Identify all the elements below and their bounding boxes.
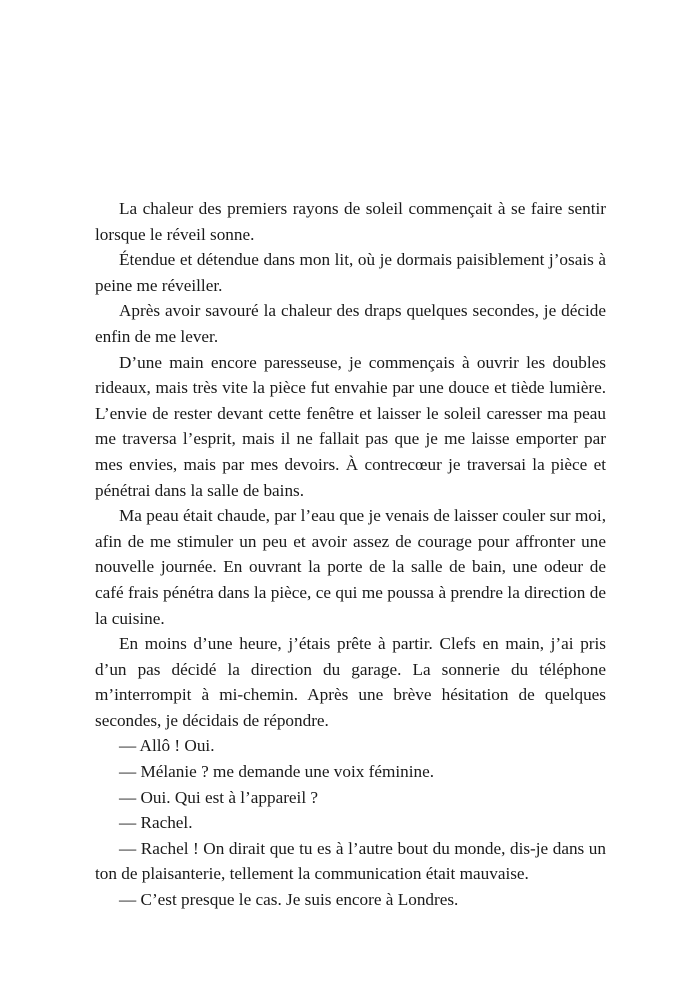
paragraph-2: Étendue et détendue dans mon lit, où je dormais paisiblement j’osais à peine me réveiller. xyxy=(95,250,606,295)
dialogue-line-2: — Mélanie ? me demande une voix féminine. xyxy=(119,762,434,782)
book-page xyxy=(95,196,606,913)
paragraph-4: D’une main encore paresseuse, je commençais à ouvrir les doubles rideaux, mais très vite la pièce fut envahie par une douce et tiède lumière. L’envie de rester devant cette fenêtre et laisser le soleil caresser ma peau me traversa l’esprit, mais il ne fallait pas que je me laisse emporter par mes envies, mais par mes devoirs. À contrecœur je traversai la pièce et pénétrai dans la salle de bains. xyxy=(95,352,606,500)
dialogue-line-5: — Rachel ! On dirait que tu es à l’autre bout du monde, dis-je dans un ton de plaisanterie, tellement la communication était mauvaise. xyxy=(95,838,606,884)
paragraph-3: Après avoir savouré la chaleur des draps quelques secondes, je décide enfin de me lever. xyxy=(95,301,606,346)
paragraph-6: En moins d’une heure, j’étais prête à partir. Clefs en main, j’ai pris d’un pas décidé la direction du garage. La sonnerie du téléphone m’interrompit à mi-chemin. Après une brève hésitation de quelques secondes, je décidais de répondre. xyxy=(95,634,606,730)
paragraph-1: La chaleur des premiers rayons de soleil commençait à se faire sentir lorsque le réveil sonne. xyxy=(95,199,606,244)
dialogue-line-1: — Allô ! Oui. xyxy=(119,736,215,756)
dialogue-line-4: — Rachel. xyxy=(119,813,193,833)
dialogue-line-6: — C’est presque le cas. Je suis encore à Londres. xyxy=(119,890,459,910)
dialogue-line-3: — Oui. Qui est à l’appareil ? xyxy=(119,787,319,807)
paragraph-5: Ma peau était chaude, par l’eau que je venais de laisser couler sur moi, afin de me stimuler un peu et avoir assez de courage pour affronter une nouvelle journée. En ouvrant la porte de la salle de bain, une odeur de café frais pénétra dans la pièce, ce qui me poussa à prendre la direction de la cuisine. xyxy=(95,506,606,628)
